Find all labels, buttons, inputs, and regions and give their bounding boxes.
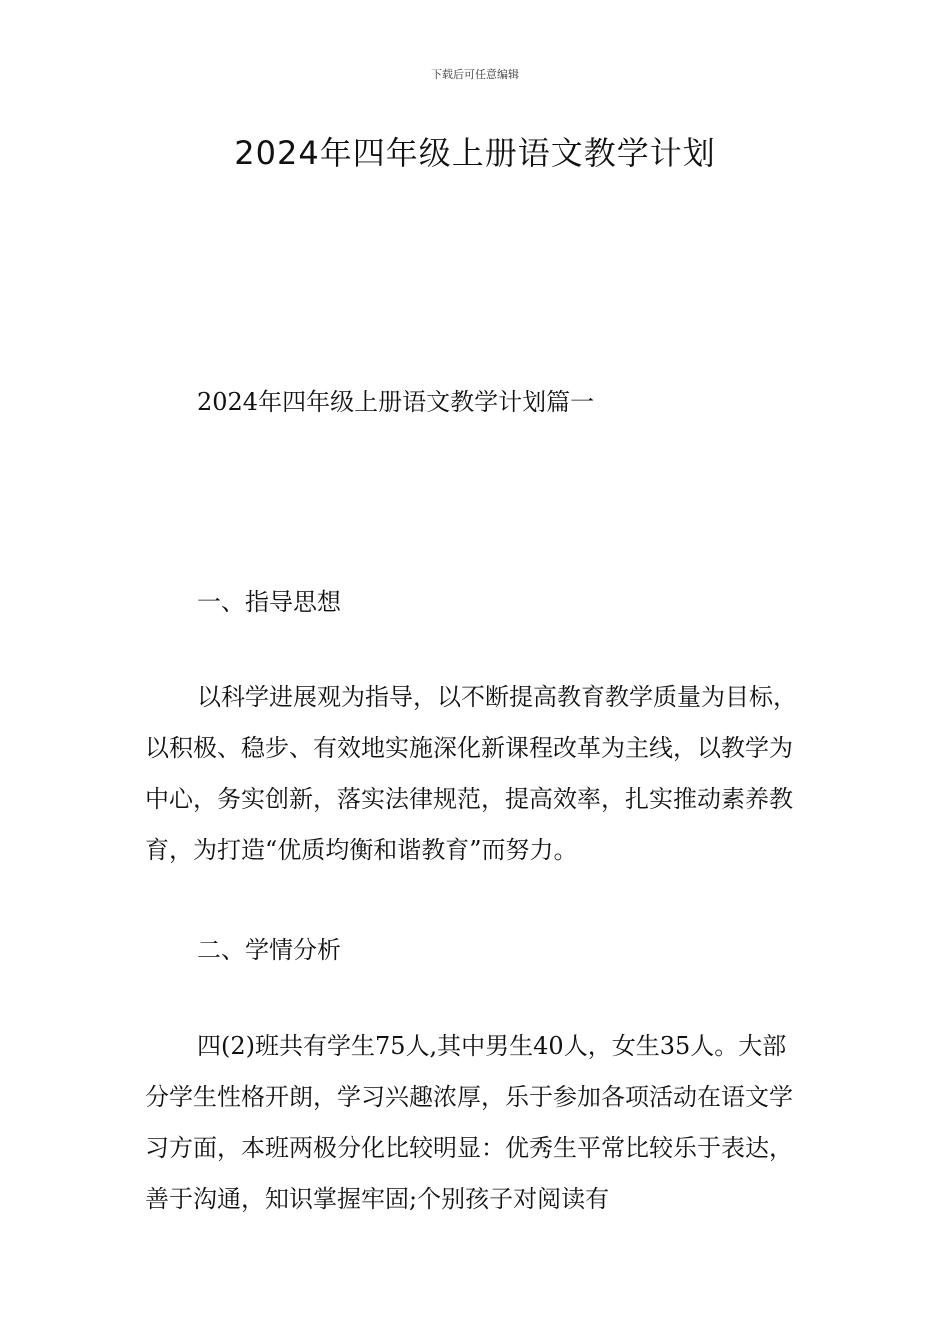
document-title: 2024年四年级上册语文教学计划 [234, 134, 716, 172]
header-note: 下载后可任意编辑 [431, 68, 519, 81]
section-heading-guiding-ideology: 一、指导思想 [197, 588, 341, 616]
document-subtitle: 2024年四年级上册语文教学计划篇一 [197, 388, 595, 416]
section-paragraph-student-analysis: 四(2)班共有学生75人,其中男生40人，女生35人。大部分学生性格开朗，学习兴趣浓厚，乐于参加各项活动在语文学习方面，本班两极分化比较明显：优秀生平常比较乐于表达，善于沟通，知识掌握牢固;个别孩子对阅读有 [145, 1032, 793, 1213]
section-paragraph-guiding-ideology: 以科学进展观为指导，以不断提高教育教学质量为目标，以积极、稳步、有效地实施深化新课程改革为主线，以教学为中心，务实创新，落实法律规范，提高效率，扎实推动素养教育，为打造“优质均衡和谐教育”而努力。 [145, 683, 797, 864]
section-heading-student-analysis: 二、学情分析 [197, 936, 341, 964]
